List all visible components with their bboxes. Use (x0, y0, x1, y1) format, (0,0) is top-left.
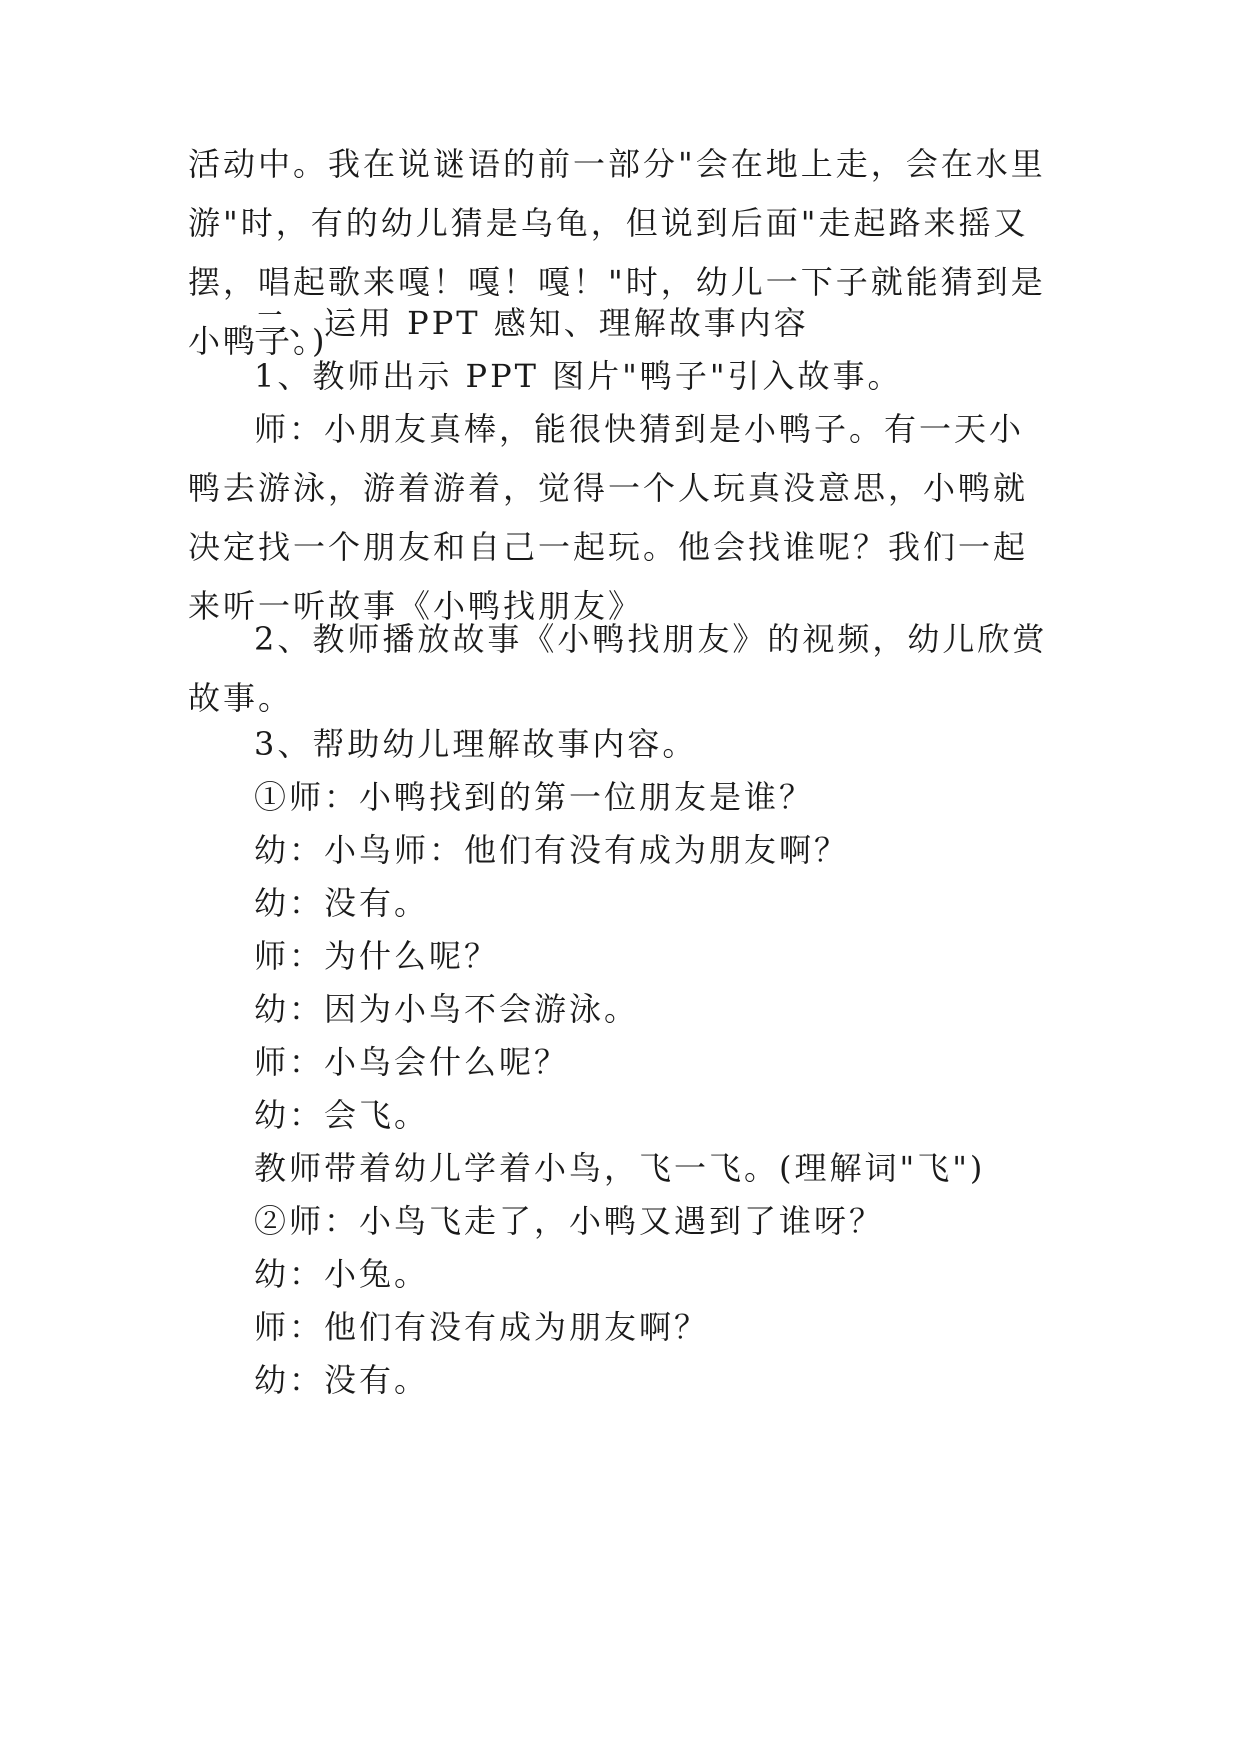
dialogue-line-11: 师：他们有没有成为朋友啊？ (254, 1308, 710, 1346)
paragraph-teacher-intro: 师：小朋友真棒，能很快猜到是小鸭子。有一天小鸭去游泳，游着游着，觉得一个人玩真没意思，小鸭就决定找一个朋友和自己一起玩。他会找谁呢？我们一起来听一听故事《小鸭找朋友》 (188, 410, 1029, 625)
paragraph-riddle-result: 活动中。我在说谜语的前一部分"会在地上走，会在水里游"时，有的幼儿猜是乌龟，但说到后面"走起路来摇又摆，唱起歌来嘎！嘎！嘎！"时，幼儿一下子就能猜到是小鸭子。) (188, 145, 1046, 360)
step-2: 2、教师播放故事《小鸭找朋友》的视频，幼儿欣赏故事。 (188, 620, 1048, 717)
dialogue-line-4: 师：为什么呢？ (254, 937, 500, 975)
dialogue-line-9: ②师：小鸟飞走了，小鸭又遇到了谁呀？ (254, 1202, 885, 1240)
dialogue-line-7: 幼：会飞。 (254, 1096, 430, 1134)
dialogue-line-12: 幼：没有。 (254, 1361, 430, 1399)
dialogue-line-3: 幼：没有。 (254, 884, 430, 922)
dialogue-line-8: 教师带着幼儿学着小鸟，飞一飞。(理解词"飞") (254, 1149, 986, 1187)
section-heading-2: 二、运用 PPT 感知、理解故事内容 (254, 304, 809, 342)
dialogue-line-5: 幼：因为小鸟不会游泳。 (254, 990, 640, 1028)
dialogue-line-10: 幼：小兔。 (254, 1255, 430, 1293)
dialogue-line-1: ①师：小鸭找到的第一位朋友是谁？ (254, 778, 815, 816)
step-3: 3、帮助幼儿理解故事内容。 (254, 725, 698, 763)
step-1: 1、教师出示 PPT 图片"鸭子"引入故事。 (254, 357, 903, 395)
dialogue-line-6: 师：小鸟会什么呢？ (254, 1043, 570, 1081)
dialogue-line-2: 幼：小鸟师：他们有没有成为朋友啊？ (254, 831, 850, 869)
